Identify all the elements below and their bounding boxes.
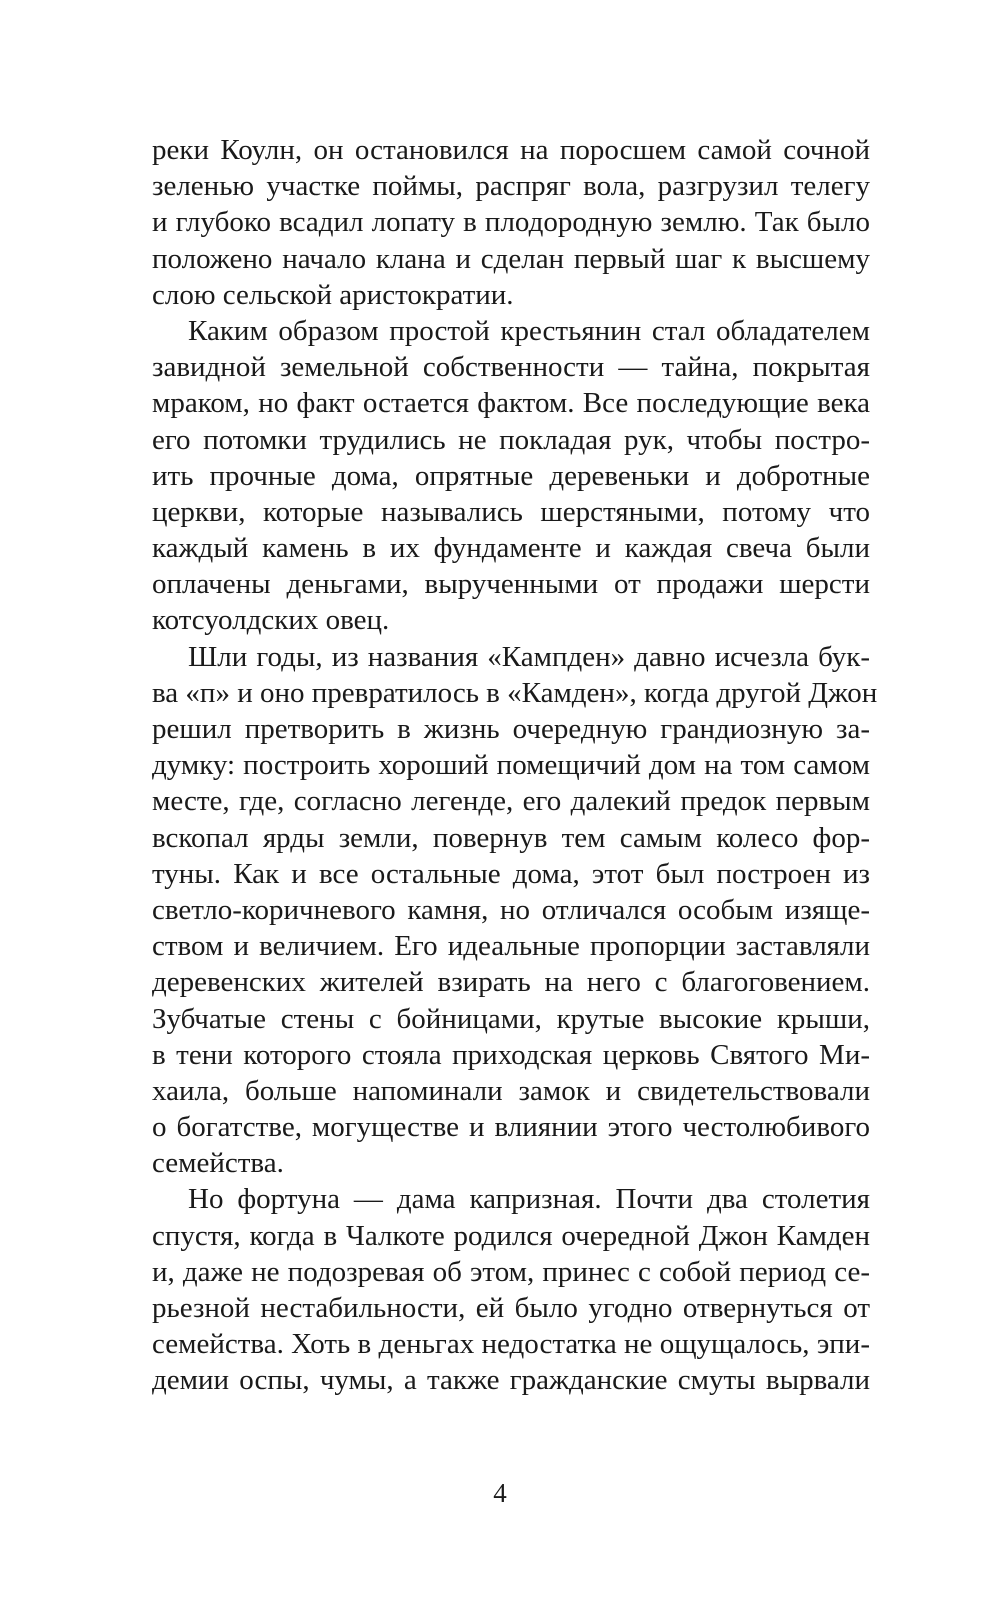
text-line: ить прочные дома, опрятные деревеньки и добротные — [152, 459, 870, 492]
page-number: 4 — [493, 1478, 507, 1508]
text-line: месте, где, согласно легенде, его далекий предок первым — [152, 785, 870, 818]
text-line: реки Коулн, он остановился на поросшем самой сочной — [152, 134, 870, 166]
text-line: спустя, когда в Чалкоте родился очередной Джон Камден — [152, 1219, 870, 1252]
paragraph — [152, 639, 878, 1182]
text-line: демии оспы, чумы, а также гражданские смуты вырвали — [152, 1364, 870, 1397]
text-line: ством и величием. Его идеальные пропорции заставляли — [152, 930, 870, 963]
text-line: деревенских жителей взирать на него с благоговением. — [152, 966, 870, 999]
text-line: слою сельской аристократии. — [152, 278, 514, 311]
text-line: Зубчатые стены с бойницами, крутые высокие крыши, — [152, 1002, 870, 1035]
text-line: мраком, но факт остается фактом. Все последующие века — [152, 387, 870, 420]
text-line: решил претворить в жизнь очередную грандиозную за- — [152, 713, 870, 745]
paragraph — [152, 313, 870, 639]
text-line: думку: построить хороший помещичий дом на том самом — [152, 749, 870, 782]
text-line: рьезной нестабильности, ей было угодно отвернуться от — [152, 1292, 870, 1324]
text-line: туны. Как и все остальные дома, этот был построен из — [152, 857, 870, 890]
text-line: зеленью участке поймы, распряг вола, разгрузил телегу — [152, 170, 870, 203]
text-line: и глубоко всадил лопату в плодородную землю. Так было — [152, 206, 870, 239]
paragraph — [152, 1181, 870, 1398]
text-line: его потомки трудились не покладая рук, чтобы постро- — [152, 423, 870, 456]
text-line: хаила, больше напоминали замок и свидетельствовали — [152, 1074, 870, 1107]
text-line: каждый камень в их фундаменте и каждая свеча были — [152, 532, 870, 565]
text-line: положено начало клана и сделан первый шаг к высшему — [152, 242, 870, 275]
text-line: вскопал ярды земли, повернув тем самым колесо фор- — [152, 821, 870, 854]
text-line: завидной земельной собственности — тайна, покрытая — [152, 351, 870, 384]
text-line: и, даже не подозревая об этом, принес с собой период се- — [152, 1255, 870, 1288]
text-line: семейства. Хоть в деньгах недостатка не ощущалось, эпи- — [152, 1328, 870, 1361]
text-line: оплачены деньгами, вырученными от продажи шерсти — [152, 568, 870, 601]
text-line: светло-коричневого камня, но отличался особым изяще- — [152, 893, 870, 926]
text-line: семейства. — [152, 1147, 284, 1180]
text-line: о богатстве, могуществе и влиянии этого честолюбивого — [152, 1111, 870, 1144]
text-line: Шли годы, из названия «Кампден» давно исчезла бук- — [188, 640, 870, 673]
body-text — [152, 132, 878, 1399]
text-line: церкви, которые назывались шерстяными, потому что — [152, 495, 870, 528]
text-line: Но фортуна — дама капризная. Почти два столетия — [188, 1183, 870, 1216]
text-line: котсуолдских овец. — [152, 604, 390, 637]
text-line: ва «п» и оно превратилось в «Камден», когда другой Джон — [152, 676, 878, 709]
text-line: в тени которого стояла приходская церковь Святого Ми- — [152, 1038, 870, 1071]
paragraph — [152, 132, 870, 313]
text-line: Каким образом простой крестьянин стал обладателем — [188, 314, 870, 347]
